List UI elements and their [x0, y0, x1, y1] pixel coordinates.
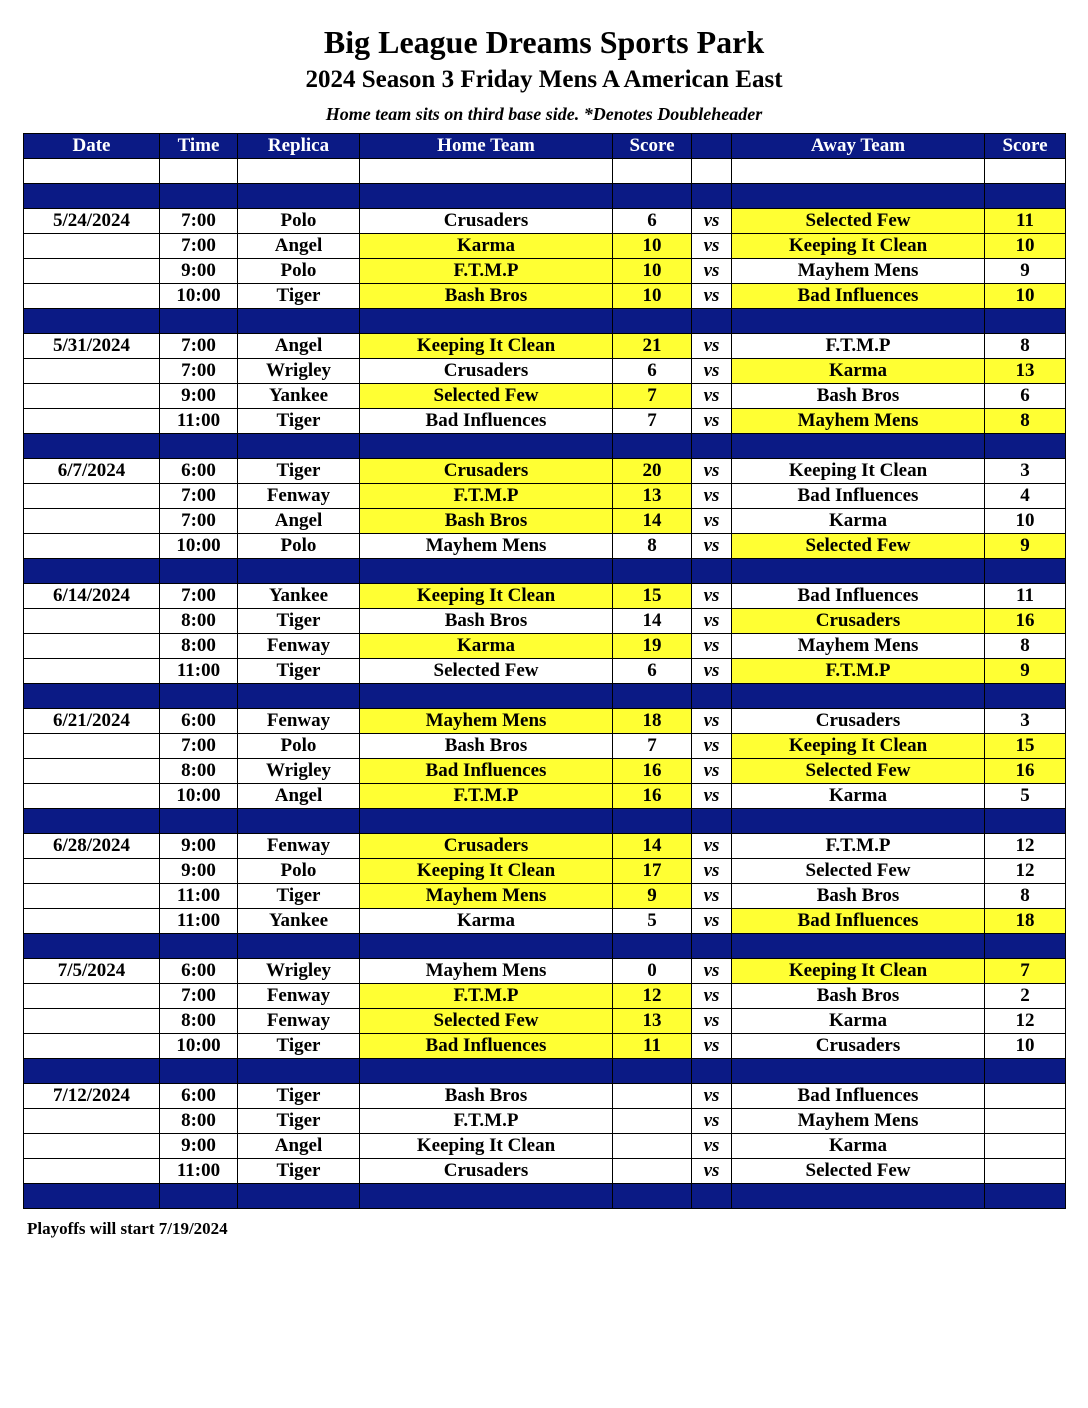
away-score: 5 [985, 784, 1066, 809]
away-team: Crusaders [732, 609, 985, 634]
home-score: 7 [613, 734, 692, 759]
home-team: Crusaders [360, 209, 613, 234]
game-field: Fenway [238, 634, 360, 659]
game-row [24, 1134, 1066, 1159]
game-row [24, 584, 1066, 609]
vs-label: vs [692, 1109, 732, 1134]
away-team: Bad Influences [732, 484, 985, 509]
vs-label: vs [692, 759, 732, 784]
home-team: Crusaders [360, 359, 613, 384]
game-row [24, 884, 1066, 909]
game-time: 6:00 [160, 709, 238, 734]
away-score [985, 1109, 1066, 1134]
home-score: 5 [613, 909, 692, 934]
vs-label: vs [692, 384, 732, 409]
game-row [24, 1109, 1066, 1134]
game-row [24, 759, 1066, 784]
home-team: Mayhem Mens [360, 959, 613, 984]
vs-label: vs [692, 1159, 732, 1184]
game-time: 11:00 [160, 884, 238, 909]
game-row [24, 959, 1066, 984]
game-time: 7:00 [160, 234, 238, 259]
game-row [24, 384, 1066, 409]
home-team: F.T.M.P [360, 1109, 613, 1134]
vs-label: vs [692, 409, 732, 434]
playoffs-note: Playoffs will start 7/19/2024 [27, 1219, 228, 1238]
away-score: 18 [985, 909, 1066, 934]
vs-label: vs [692, 734, 732, 759]
away-score: 6 [985, 384, 1066, 409]
away-score: 3 [985, 459, 1066, 484]
game-time: 9:00 [160, 834, 238, 859]
home-score: 6 [613, 359, 692, 384]
home-team: Mayhem Mens [360, 534, 613, 559]
separator-row [24, 309, 1066, 334]
vs-label: vs [692, 1034, 732, 1059]
vs-label: vs [692, 259, 732, 284]
game-time: 11:00 [160, 659, 238, 684]
game-row [24, 359, 1066, 384]
game-row [24, 334, 1066, 359]
away-team: Karma [732, 1134, 985, 1159]
game-field: Wrigley [238, 759, 360, 784]
away-team: Crusaders [732, 709, 985, 734]
game-row [24, 834, 1066, 859]
game-field: Yankee [238, 584, 360, 609]
home-score: 14 [613, 834, 692, 859]
away-team: Karma [732, 509, 985, 534]
away-team: Keeping It Clean [732, 459, 985, 484]
separator-row [24, 809, 1066, 834]
home-team: Keeping It Clean [360, 334, 613, 359]
away-team: Keeping It Clean [732, 234, 985, 259]
away-team: Keeping It Clean [732, 959, 985, 984]
home-team: Bad Influences [360, 759, 613, 784]
home-score: 0 [613, 959, 692, 984]
game-row [24, 784, 1066, 809]
home-team: Bash Bros [360, 284, 613, 309]
header-row [24, 134, 1066, 159]
game-row [24, 484, 1066, 509]
game-time: 6:00 [160, 959, 238, 984]
game-time: 9:00 [160, 259, 238, 284]
game-field: Tiger [238, 659, 360, 684]
home-score: 10 [613, 234, 692, 259]
home-team: Karma [360, 909, 613, 934]
separator-row [24, 559, 1066, 584]
game-time: 7:00 [160, 734, 238, 759]
home-score: 14 [613, 609, 692, 634]
game-time: 8:00 [160, 634, 238, 659]
game-time: 8:00 [160, 1009, 238, 1034]
column-header-away-team: Away Team [732, 134, 985, 159]
separator-row [24, 684, 1066, 709]
game-row [24, 1084, 1066, 1109]
home-score: 6 [613, 209, 692, 234]
game-field: Fenway [238, 984, 360, 1009]
away-score: 11 [985, 584, 1066, 609]
page-subtitle: 2024 Season 3 Friday Mens A American East [305, 66, 783, 93]
vs-label: vs [692, 509, 732, 534]
game-date: 5/24/2024 [24, 209, 160, 234]
game-time: 11:00 [160, 409, 238, 434]
page-note: Home team sits on third base side. *Denotes Doubleheader [325, 104, 763, 124]
home-team: Bad Influences [360, 409, 613, 434]
home-team: F.T.M.P [360, 784, 613, 809]
home-score: 21 [613, 334, 692, 359]
game-row [24, 234, 1066, 259]
game-row [24, 859, 1066, 884]
separator-row [24, 934, 1066, 959]
game-time: 10:00 [160, 1034, 238, 1059]
away-score [985, 1134, 1066, 1159]
home-score: 17 [613, 859, 692, 884]
column-header-away-score: Score [985, 134, 1066, 159]
home-score: 13 [613, 484, 692, 509]
home-team: Keeping It Clean [360, 859, 613, 884]
home-team: Crusaders [360, 1159, 613, 1184]
game-date: 6/14/2024 [24, 584, 160, 609]
away-score: 13 [985, 359, 1066, 384]
game-time: 11:00 [160, 1159, 238, 1184]
vs-label: vs [692, 1134, 732, 1159]
away-score [985, 1084, 1066, 1109]
home-team: Karma [360, 634, 613, 659]
home-team: Selected Few [360, 659, 613, 684]
game-field: Tiger [238, 459, 360, 484]
home-score [613, 1159, 692, 1184]
away-score: 12 [985, 834, 1066, 859]
vs-label: vs [692, 234, 732, 259]
game-time: 8:00 [160, 609, 238, 634]
game-time: 10:00 [160, 284, 238, 309]
home-score [613, 1134, 692, 1159]
game-row [24, 609, 1066, 634]
game-time: 10:00 [160, 534, 238, 559]
schedule-table [23, 133, 1066, 1209]
vs-label: vs [692, 1084, 732, 1109]
game-row [24, 709, 1066, 734]
vs-label: vs [692, 584, 732, 609]
away-team: Bad Influences [732, 284, 985, 309]
home-score: 18 [613, 709, 692, 734]
home-score: 20 [613, 459, 692, 484]
away-team: Mayhem Mens [732, 1109, 985, 1134]
home-team: Mayhem Mens [360, 709, 613, 734]
column-header-home-score: Score [613, 134, 692, 159]
game-time: 9:00 [160, 859, 238, 884]
game-date: 5/31/2024 [24, 334, 160, 359]
away-team: Bash Bros [732, 384, 985, 409]
home-team: Keeping It Clean [360, 584, 613, 609]
home-score: 13 [613, 1009, 692, 1034]
game-time: 7:00 [160, 584, 238, 609]
away-score: 2 [985, 984, 1066, 1009]
away-team: Karma [732, 359, 985, 384]
away-team: Selected Few [732, 859, 985, 884]
game-row [24, 659, 1066, 684]
vs-label: vs [692, 1009, 732, 1034]
away-team: Selected Few [732, 534, 985, 559]
vs-label: vs [692, 709, 732, 734]
game-row [24, 634, 1066, 659]
game-row [24, 209, 1066, 234]
separator-row [24, 1059, 1066, 1084]
away-team: F.T.M.P [732, 834, 985, 859]
game-time: 8:00 [160, 759, 238, 784]
column-header-date: Date [24, 134, 160, 159]
home-score: 12 [613, 984, 692, 1009]
home-score: 19 [613, 634, 692, 659]
away-team: Bash Bros [732, 984, 985, 1009]
home-team: Crusaders [360, 459, 613, 484]
game-field: Polo [238, 734, 360, 759]
game-time: 7:00 [160, 484, 238, 509]
home-team: F.T.M.P [360, 484, 613, 509]
game-field: Angel [238, 334, 360, 359]
column-header-vs [692, 134, 732, 159]
game-row [24, 284, 1066, 309]
vs-label: vs [692, 359, 732, 384]
away-score: 9 [985, 659, 1066, 684]
away-team: Keeping It Clean [732, 734, 985, 759]
game-time: 9:00 [160, 1134, 238, 1159]
away-score: 10 [985, 1034, 1066, 1059]
game-field: Angel [238, 509, 360, 534]
away-team: Bad Influences [732, 1084, 985, 1109]
separator-row [24, 434, 1066, 459]
home-score: 16 [613, 759, 692, 784]
game-field: Angel [238, 234, 360, 259]
away-team: Bad Influences [732, 584, 985, 609]
away-team: F.T.M.P [732, 334, 985, 359]
game-time: 6:00 [160, 459, 238, 484]
column-header-replica: Replica [238, 134, 360, 159]
home-team: Bash Bros [360, 734, 613, 759]
game-field: Tiger [238, 409, 360, 434]
game-time: 8:00 [160, 1109, 238, 1134]
home-team: Bash Bros [360, 1084, 613, 1109]
game-field: Fenway [238, 1009, 360, 1034]
game-field: Wrigley [238, 959, 360, 984]
home-score: 16 [613, 784, 692, 809]
game-row [24, 734, 1066, 759]
home-team: Crusaders [360, 834, 613, 859]
home-score: 9 [613, 884, 692, 909]
away-score: 12 [985, 1009, 1066, 1034]
game-time: 11:00 [160, 909, 238, 934]
game-row [24, 459, 1066, 484]
game-time: 9:00 [160, 384, 238, 409]
game-field: Yankee [238, 384, 360, 409]
vs-label: vs [692, 884, 732, 909]
separator-row [24, 1184, 1066, 1209]
column-header-time: Time [160, 134, 238, 159]
home-score: 6 [613, 659, 692, 684]
vs-label: vs [692, 834, 732, 859]
away-team: Mayhem Mens [732, 259, 985, 284]
game-field: Polo [238, 259, 360, 284]
away-score: 12 [985, 859, 1066, 884]
vs-label: vs [692, 784, 732, 809]
game-time: 7:00 [160, 334, 238, 359]
vs-label: vs [692, 984, 732, 1009]
away-team: Bad Influences [732, 909, 985, 934]
game-field: Polo [238, 534, 360, 559]
vs-label: vs [692, 209, 732, 234]
away-score: 8 [985, 884, 1066, 909]
vs-label: vs [692, 634, 732, 659]
home-team: Bad Influences [360, 1034, 613, 1059]
home-team: Karma [360, 234, 613, 259]
game-row [24, 1159, 1066, 1184]
away-team: Mayhem Mens [732, 634, 985, 659]
game-field: Tiger [238, 1034, 360, 1059]
game-date: 6/7/2024 [24, 459, 160, 484]
home-score: 10 [613, 259, 692, 284]
game-field: Tiger [238, 1109, 360, 1134]
away-team: Karma [732, 784, 985, 809]
separator-row [24, 184, 1066, 209]
away-team: Selected Few [732, 209, 985, 234]
away-score: 9 [985, 259, 1066, 284]
away-score: 16 [985, 759, 1066, 784]
blank-row [24, 159, 1066, 184]
away-score: 15 [985, 734, 1066, 759]
column-header-home-team: Home Team [360, 134, 613, 159]
away-team: Selected Few [732, 1159, 985, 1184]
away-team: Karma [732, 1009, 985, 1034]
home-team: Selected Few [360, 384, 613, 409]
away-score: 8 [985, 409, 1066, 434]
game-time: 10:00 [160, 784, 238, 809]
away-score: 10 [985, 509, 1066, 534]
home-score [613, 1084, 692, 1109]
vs-label: vs [692, 534, 732, 559]
home-score: 7 [613, 409, 692, 434]
game-field: Polo [238, 209, 360, 234]
away-team: F.T.M.P [732, 659, 985, 684]
game-row [24, 1009, 1066, 1034]
home-team: Selected Few [360, 1009, 613, 1034]
home-score [613, 1109, 692, 1134]
game-time: 7:00 [160, 209, 238, 234]
away-team: Selected Few [732, 759, 985, 784]
vs-label: vs [692, 284, 732, 309]
game-field: Tiger [238, 884, 360, 909]
game-row [24, 534, 1066, 559]
away-score: 4 [985, 484, 1066, 509]
away-score: 11 [985, 209, 1066, 234]
game-field: Yankee [238, 909, 360, 934]
home-team: Bash Bros [360, 609, 613, 634]
game-row [24, 1034, 1066, 1059]
game-field: Fenway [238, 484, 360, 509]
vs-label: vs [692, 459, 732, 484]
home-score: 8 [613, 534, 692, 559]
away-score: 8 [985, 334, 1066, 359]
game-date: 6/21/2024 [24, 709, 160, 734]
game-time: 7:00 [160, 984, 238, 1009]
game-time: 7:00 [160, 359, 238, 384]
home-team: F.T.M.P [360, 984, 613, 1009]
away-score: 9 [985, 534, 1066, 559]
home-team: F.T.M.P [360, 259, 613, 284]
game-row [24, 909, 1066, 934]
vs-label: vs [692, 484, 732, 509]
away-team: Crusaders [732, 1034, 985, 1059]
game-row [24, 984, 1066, 1009]
game-field: Polo [238, 859, 360, 884]
away-score: 8 [985, 634, 1066, 659]
away-team: Mayhem Mens [732, 409, 985, 434]
game-field: Angel [238, 784, 360, 809]
vs-label: vs [692, 609, 732, 634]
game-time: 7:00 [160, 509, 238, 534]
home-score: 14 [613, 509, 692, 534]
game-row [24, 409, 1066, 434]
game-field: Tiger [238, 609, 360, 634]
away-team: Bash Bros [732, 884, 985, 909]
game-date: 7/12/2024 [24, 1084, 160, 1109]
away-score: 10 [985, 284, 1066, 309]
game-field: Fenway [238, 834, 360, 859]
away-score: 7 [985, 959, 1066, 984]
home-score: 10 [613, 284, 692, 309]
away-score: 10 [985, 234, 1066, 259]
game-date: 6/28/2024 [24, 834, 160, 859]
home-score: 7 [613, 384, 692, 409]
home-team: Mayhem Mens [360, 884, 613, 909]
game-row [24, 509, 1066, 534]
vs-label: vs [692, 659, 732, 684]
game-field: Fenway [238, 709, 360, 734]
away-score [985, 1159, 1066, 1184]
home-score: 11 [613, 1034, 692, 1059]
game-field: Angel [238, 1134, 360, 1159]
away-score: 16 [985, 609, 1066, 634]
home-team: Keeping It Clean [360, 1134, 613, 1159]
vs-label: vs [692, 909, 732, 934]
game-field: Tiger [238, 1159, 360, 1184]
home-team: Bash Bros [360, 509, 613, 534]
vs-label: vs [692, 859, 732, 884]
home-score: 15 [613, 584, 692, 609]
vs-label: vs [692, 959, 732, 984]
away-score: 3 [985, 709, 1066, 734]
game-time: 6:00 [160, 1084, 238, 1109]
game-field: Tiger [238, 1084, 360, 1109]
game-row [24, 259, 1066, 284]
vs-label: vs [692, 334, 732, 359]
game-field: Tiger [238, 284, 360, 309]
page-title: Big League Dreams Sports Park [323, 24, 765, 60]
game-field: Wrigley [238, 359, 360, 384]
game-date: 7/5/2024 [24, 959, 160, 984]
